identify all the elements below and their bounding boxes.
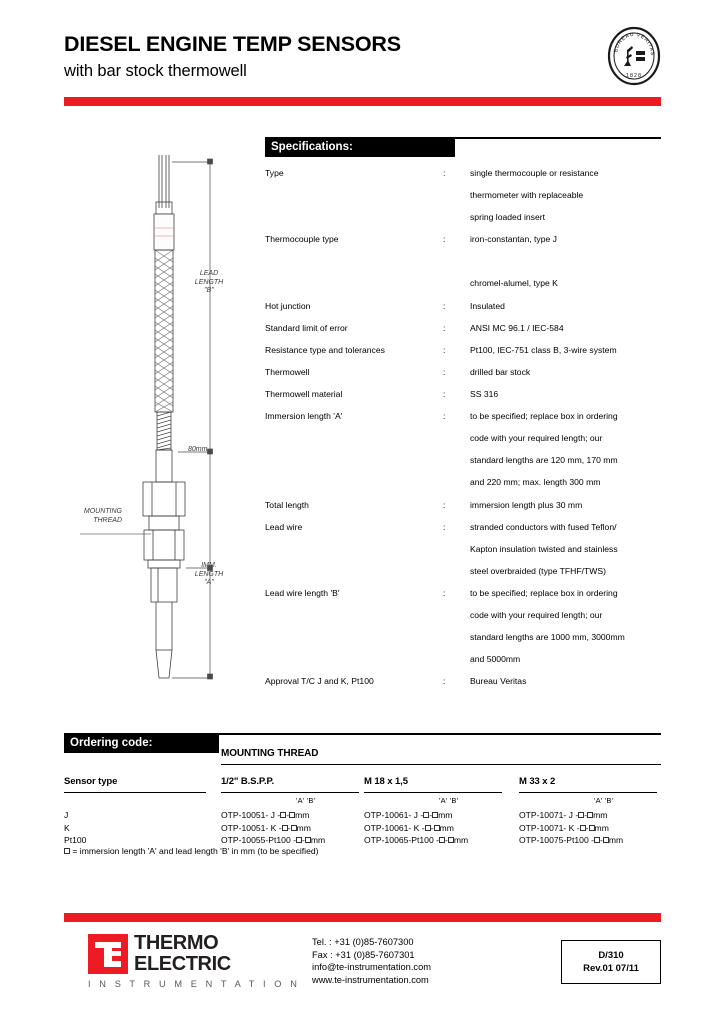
order-code-text: OTP-10061- K bbox=[364, 822, 420, 833]
order-code-cell: OTP-10051- K - - mm bbox=[221, 822, 311, 833]
placeholder-box-icon bbox=[64, 848, 70, 854]
immersion-length-dimension-label bbox=[184, 562, 234, 588]
spec-colon: : bbox=[443, 300, 446, 311]
page-subtitle: with bar stock thermowell bbox=[64, 62, 247, 80]
order-code-unit: mm bbox=[608, 835, 624, 845]
immersion-length-box-icon bbox=[280, 812, 286, 818]
ordering-code-banner-label: Ordering code: bbox=[64, 735, 219, 753]
immersion-length-box-icon bbox=[296, 837, 302, 843]
spec-value: to be specified; replace box in ordering bbox=[470, 587, 618, 598]
order-code-unit: mm bbox=[296, 822, 311, 833]
dimension-80mm-label: 80mm bbox=[188, 446, 208, 453]
mounting-thread-line1: MOUNTING bbox=[83, 508, 122, 515]
order-code-cell: OTP-10071- K - - mm bbox=[519, 822, 609, 833]
spec-label: Thermowell material bbox=[265, 389, 343, 399]
mounting-thread-header: MOUNTING THREAD bbox=[221, 748, 319, 759]
thread-column-rule-1 bbox=[221, 792, 359, 793]
mounting-thread-line2: THREAD bbox=[93, 516, 122, 524]
thread-column-rule-3 bbox=[519, 792, 657, 793]
ab-header-2: 'A' 'B' bbox=[439, 796, 459, 805]
te-monogram-icon bbox=[88, 934, 128, 974]
spec-value: Insulated bbox=[470, 300, 505, 311]
immersion-length-box-icon bbox=[282, 825, 288, 831]
order-code-text: OTP-10075-Pt100 bbox=[519, 835, 589, 845]
contact-email[interactable]: info@te-instrumentation.com bbox=[312, 962, 431, 973]
page-title: DIESEL ENGINE TEMP SENSORS bbox=[64, 32, 401, 56]
order-code-text: OTP-10055-Pt100 bbox=[221, 835, 291, 845]
order-code-cell: OTP-10051- J - - mm bbox=[221, 810, 310, 820]
bureau-veritas-logo-icon bbox=[605, 26, 663, 86]
spec-value: and 220 mm; max. length 300 mm bbox=[470, 477, 601, 488]
sensor-type-header: Sensor type bbox=[64, 776, 118, 787]
immersion-line1: IMM. bbox=[201, 562, 217, 569]
order-code-cell: OTP-10061- J - - mm bbox=[364, 810, 453, 820]
mounting-thread-rule bbox=[221, 764, 661, 765]
spec-label: Hot junction bbox=[265, 300, 311, 311]
svg-text:BUREAU VERITAS: BUREAU VERITAS bbox=[613, 31, 656, 57]
spec-value: steel overbraided (type TFHF/TWS) bbox=[470, 565, 606, 576]
immersion-length-box-icon bbox=[423, 812, 429, 818]
order-code-unit: mm bbox=[310, 835, 326, 845]
document-revision: Rev.01 07/11 bbox=[583, 963, 639, 974]
ab-header-3: 'A' 'B' bbox=[594, 796, 614, 805]
spec-value: drilled bar stock bbox=[470, 366, 531, 377]
thread-column-header-3: M 33 x 2 bbox=[519, 776, 556, 787]
immersion-length-box-icon bbox=[578, 812, 584, 818]
lead-length-line1: LEAD bbox=[199, 270, 219, 277]
immersion-line2: LENGTH bbox=[194, 570, 224, 578]
spec-colon: : bbox=[443, 676, 446, 687]
spec-colon: : bbox=[443, 389, 446, 399]
thread-column-rule-2 bbox=[364, 792, 502, 793]
company-tagline: I N S T R U M E N T A T I O N bbox=[88, 979, 300, 989]
order-code-unit: mm bbox=[439, 822, 454, 833]
order-code-text: OTP-10051- K bbox=[221, 822, 277, 833]
spec-label: Thermocouple type bbox=[265, 234, 339, 245]
spec-value: Bureau Veritas bbox=[470, 676, 527, 687]
spec-value: code with your required length; our bbox=[470, 433, 603, 444]
immersion-line3: "A" bbox=[204, 579, 214, 587]
spec-label: Type bbox=[265, 168, 284, 178]
spec-colon: : bbox=[443, 322, 446, 333]
lead-length-line2: LENGTH bbox=[194, 278, 224, 286]
logo-year-text: 1828 bbox=[626, 73, 642, 79]
thread-column-header-1: 1/2" B.S.P.P. bbox=[221, 776, 275, 787]
company-name-line1: THERMO bbox=[134, 932, 219, 954]
spec-colon: : bbox=[443, 411, 446, 422]
spec-colon: : bbox=[443, 344, 446, 355]
contact-info bbox=[312, 936, 431, 986]
spec-colon: : bbox=[443, 366, 446, 377]
spec-value: iron-constantan, type J bbox=[470, 234, 557, 245]
order-code-cell: OTP-10075-Pt100 - - mm bbox=[519, 835, 624, 845]
lead-length-line3: "B" bbox=[204, 287, 214, 295]
order-code-text: OTP-10071- J bbox=[519, 810, 573, 820]
immersion-length-box-icon bbox=[425, 825, 431, 831]
document-code-box bbox=[561, 940, 661, 984]
spec-colon: : bbox=[443, 234, 446, 245]
ab-header-1: 'A' 'B' bbox=[296, 796, 316, 805]
immersion-length-box-icon bbox=[439, 837, 445, 843]
sensor-type-cell: J bbox=[64, 810, 69, 820]
order-code-cell: OTP-10065-Pt100 - - mm bbox=[364, 835, 469, 845]
spec-value: single thermocouple or resistance bbox=[470, 168, 599, 178]
order-code-unit: mm bbox=[295, 810, 310, 820]
sensor-type-rule bbox=[64, 792, 206, 793]
contact-website[interactable]: www.te-instrumentation.com bbox=[312, 974, 429, 985]
document-code: D/310 bbox=[598, 950, 624, 961]
spec-label: Standard limit of error bbox=[265, 322, 348, 333]
company-logo-text bbox=[134, 933, 231, 975]
spec-label: Lead wire length 'B' bbox=[265, 587, 340, 598]
contact-phone: Tel. : +31 (0)85-7607300 bbox=[312, 937, 414, 947]
spec-value: Kapton insulation twisted and stainless bbox=[470, 543, 618, 554]
order-code-text: OTP-10061- J bbox=[364, 810, 418, 820]
order-code-cell: OTP-10055-Pt100 - - mm bbox=[221, 835, 326, 845]
sensor-type-cell: K bbox=[64, 822, 70, 833]
spec-value: standard lengths are 120 mm, 170 mm bbox=[470, 455, 618, 466]
spec-colon: : bbox=[443, 521, 446, 532]
page-header bbox=[0, 0, 724, 110]
order-code-text: OTP-10051- J bbox=[221, 810, 275, 820]
order-code-cell: OTP-10061- K - - mm bbox=[364, 822, 454, 833]
spec-colon: : bbox=[443, 499, 446, 510]
order-code-unit: mm bbox=[453, 835, 469, 845]
footer-accent-bar bbox=[64, 913, 661, 922]
spec-label: Thermowell bbox=[265, 366, 310, 377]
order-code-unit: mm bbox=[593, 810, 608, 820]
contact-fax: Fax : +31 (0)85-7607301 bbox=[312, 949, 415, 960]
spec-value: stranded conductors with fused Teflon/ bbox=[470, 521, 617, 532]
spec-label: Lead wire bbox=[265, 521, 303, 532]
spec-value: thermometer with replaceable bbox=[470, 190, 584, 201]
order-code-unit: mm bbox=[594, 822, 609, 833]
spec-value: chromel-alumel, type K bbox=[470, 278, 558, 289]
spec-value: standard lengths are 1000 mm, 3000mm bbox=[470, 632, 625, 643]
company-logo bbox=[88, 932, 300, 996]
spec-value: SS 316 bbox=[470, 389, 499, 399]
header-accent-bar bbox=[64, 97, 661, 106]
ordering-note-text: = immersion length 'A' and lead length 'B' in mm (to be specified) bbox=[72, 846, 319, 856]
spec-colon: : bbox=[443, 587, 446, 598]
spec-label: Total length bbox=[265, 499, 309, 510]
spec-value: Pt100, IEC-751 class B, 3-wire system bbox=[470, 344, 617, 355]
thread-column-header-2: M 18 x 1,5 bbox=[364, 776, 408, 787]
spec-value: spring loaded insert bbox=[470, 212, 546, 223]
spec-label: Immersion length 'A' bbox=[265, 411, 343, 422]
ordering-code-note bbox=[64, 846, 319, 857]
spec-label: Resistance type and tolerances bbox=[265, 344, 385, 355]
order-code-text: OTP-10071- K bbox=[519, 822, 575, 833]
order-code-text: OTP-10065-Pt100 bbox=[364, 835, 434, 845]
order-code-cell: OTP-10071- J - - mm bbox=[519, 810, 608, 820]
sensor-type-cell: Pt100 bbox=[64, 835, 87, 845]
spec-colon: : bbox=[443, 168, 446, 178]
spec-value: and 5000mm bbox=[470, 654, 521, 665]
spec-value: ANSI MC 96.1 / IEC-584 bbox=[470, 322, 564, 333]
mounting-thread-callout-label bbox=[58, 508, 122, 525]
company-name-line2: ELECTRIC bbox=[134, 953, 231, 975]
immersion-length-box-icon bbox=[580, 825, 586, 831]
spec-value: to be specified; replace box in ordering bbox=[470, 411, 618, 422]
order-code-unit: mm bbox=[438, 810, 453, 820]
spec-value: immersion length plus 30 mm bbox=[470, 499, 583, 510]
lead-length-dimension-label bbox=[184, 270, 234, 296]
immersion-length-box-icon bbox=[594, 837, 600, 843]
specifications-banner-label: Specifications: bbox=[265, 139, 455, 157]
spec-value: code with your required length; our bbox=[470, 609, 603, 620]
spec-label: Approval T/C J and K, Pt100 bbox=[265, 676, 374, 687]
sensor-technical-drawing bbox=[60, 150, 260, 690]
